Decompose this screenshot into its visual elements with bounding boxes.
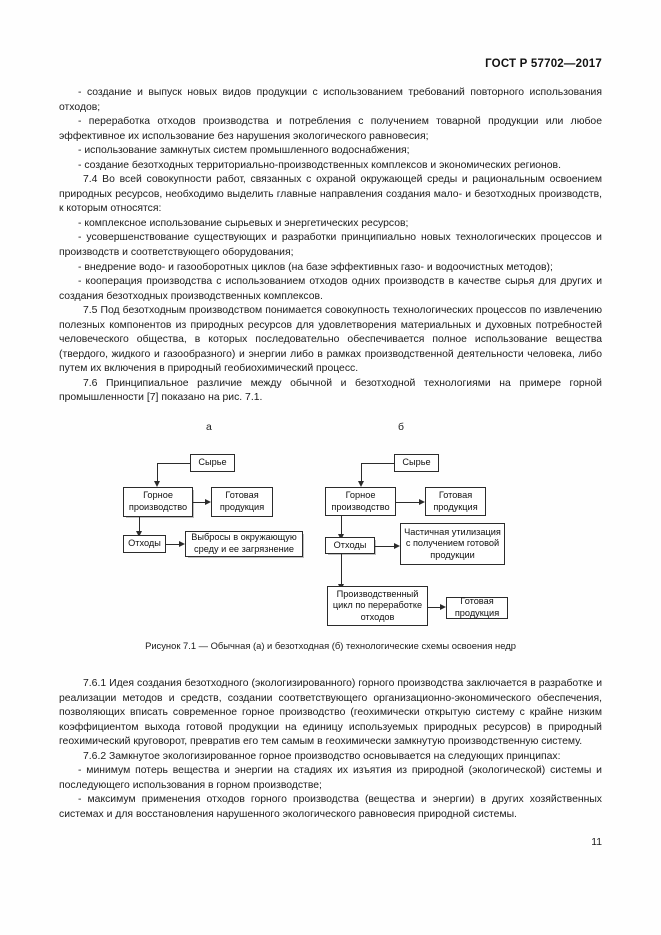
connector-b-raw-to-mining-v bbox=[361, 463, 362, 482]
connector-b-waste-to-cycle bbox=[341, 554, 342, 585]
bullet-item: - минимум потерь вещества и энергии на стадиях их изъятия из природной (экологической) системы и последующего использования в горном производстве; bbox=[59, 765, 602, 791]
node-a-finished-product-label: Готовая продукция bbox=[219, 490, 265, 512]
document-body-upper bbox=[59, 86, 602, 406]
node-b-finished-product-2-label: Готовая продукция bbox=[454, 596, 500, 618]
node-b-finished-product-label: Готовая продукция bbox=[433, 489, 478, 512]
bullet-item: - максимум применения отходов горного производства (вещества и энергии) в других хозяйственных системах и для восстановления нарушенного экологического равновесия природной системы. bbox=[59, 794, 602, 820]
node-b-processing-cycle-label: Производственный цикл по переработке отходов bbox=[332, 588, 423, 622]
clause-7-5: 7.5 Под безотходным производством понимается совокупность технологических процессов по извлечению полезных компонентов из природных ресурсов для удовлетворения материальных и духовных потребностей человеческого общества, в которых последовательно обеспечивается полное использование вещества (твердого, жидкого и газообразного) и энергии либо в рамках производственной деятельности человека, либо путем их включения в природный геобиохимический процесс. bbox=[59, 305, 602, 375]
node-a-waste: Отходы bbox=[123, 535, 166, 553]
connector-b-cycle-to-product bbox=[428, 607, 440, 608]
node-a-mining-production bbox=[123, 487, 193, 517]
node-b-processing-cycle bbox=[327, 586, 428, 626]
arrowhead-b-into-product bbox=[419, 499, 425, 505]
bullet-item: - создание безотходных территориально-производственных комплексов и экономических регионов. bbox=[78, 159, 561, 171]
figure-label-b: б bbox=[398, 422, 404, 433]
node-b-partial-recycling-label: Частичная утилизация с получением готовой продукции bbox=[404, 526, 501, 560]
document-body-lower bbox=[59, 677, 602, 822]
figure-7-1 bbox=[59, 416, 602, 656]
arrowhead-b-into-product2 bbox=[440, 604, 446, 610]
node-b-waste: Отходы bbox=[325, 537, 375, 554]
connector-b-mining-to-product bbox=[396, 502, 419, 503]
connector-b-waste-to-recycling bbox=[375, 546, 394, 547]
arrowhead-b-into-recycling bbox=[394, 543, 400, 549]
node-b-raw-material: Сырье bbox=[394, 454, 439, 472]
clause-7-6-1: 7.6.1 Идея создания безотходного (экологизированного) горного производства заключается в разработке и реализации методов и средств, создании соответствующего организационно-экономического обеспечения, позволяющих вписать современное горное производство (геохимически открытую систему с крайне низким коэффициентом выхода готовой продукции на единицу используемых природных ресурсов) в природный геохимический круговорот, превратив его тем самым в геохимически замкнутую производственную систему. bbox=[59, 678, 602, 748]
node-b-finished-product bbox=[425, 487, 486, 516]
document-header-standard-code: ГОСТ Р 57702—2017 bbox=[485, 58, 602, 70]
node-a-emissions-label: Выбросы в окружающую среду и ее загрязнение bbox=[191, 532, 297, 554]
clause-7-6: 7.6 Принципиальное различие между обычной и безотходной технологиями на примере горной промышленности [7] показано на рис. 7.1. bbox=[59, 377, 602, 404]
page-number: 11 bbox=[591, 837, 602, 848]
node-a-raw-material: Сырье bbox=[190, 454, 235, 472]
bullet-item: - использование замкнутых систем промышленного водоснабжения; bbox=[78, 145, 410, 157]
node-a-mining-production-label: Горное производство bbox=[128, 490, 188, 512]
figure-caption: Рисунок 7.1 — Обычная (а) и безотходная (б) технологические схемы освоения недр bbox=[145, 640, 516, 651]
node-b-mining-production-label: Горное производство bbox=[331, 489, 390, 512]
node-b-finished-product-2 bbox=[446, 597, 508, 619]
node-b-mining-production bbox=[325, 487, 396, 516]
connector-a-waste-to-emissions bbox=[166, 544, 179, 545]
arrowhead-a-into-product bbox=[205, 499, 211, 505]
connector-b-raw-to-mining-h bbox=[361, 463, 394, 464]
connector-a-raw-to-mining-v bbox=[157, 463, 158, 482]
bullet-item: - внедрение водо- и газооборотных циклов (на базе эффективных газо- и водоочистных методов); bbox=[78, 261, 553, 273]
clause-7-4: 7.4 Во всей совокупности работ, связанных с охраной окружающей среды и рациональным освоением природных ресурсов, необходимо выделить главные направления создания мало- и безотходных производств, к которым относятся: bbox=[59, 174, 602, 215]
bullet-item: - кооперация производства с использованием отходов одних производств в качестве сырья для других и создания безотходных производственных комплексов. bbox=[59, 276, 602, 302]
bullet-item: - создание и выпуск новых видов продукции с использованием требований повторного использования отходов; bbox=[59, 87, 602, 113]
bullet-item: - усовершенствование существующих и разработки принципиально новых технологических процессов и производств и соответствующего оборудования; bbox=[59, 232, 602, 259]
bullet-item: - переработка отходов производства и потребления с получением товарной продукции или любое эффективное их использование без нарушения экологического равновесия; bbox=[59, 116, 602, 142]
bullet-item: - комплексное использование сырьевых и энергетических ресурсов; bbox=[78, 217, 409, 229]
clause-7-6-2: 7.6.2 Замкнутое экологизированное горное производство основывается на следующих принципах: bbox=[83, 750, 561, 762]
arrowhead-a-into-emissions bbox=[179, 541, 185, 547]
figure-label-a: а bbox=[206, 422, 212, 433]
connector-a-mining-to-waste bbox=[139, 517, 140, 532]
connector-a-mining-to-product bbox=[193, 502, 205, 503]
node-a-emissions bbox=[185, 531, 303, 557]
node-a-finished-product bbox=[211, 487, 273, 517]
connector-b-mining-to-waste bbox=[341, 516, 342, 535]
connector-a-raw-to-mining-h bbox=[157, 463, 190, 464]
node-b-partial-recycling bbox=[400, 523, 505, 565]
